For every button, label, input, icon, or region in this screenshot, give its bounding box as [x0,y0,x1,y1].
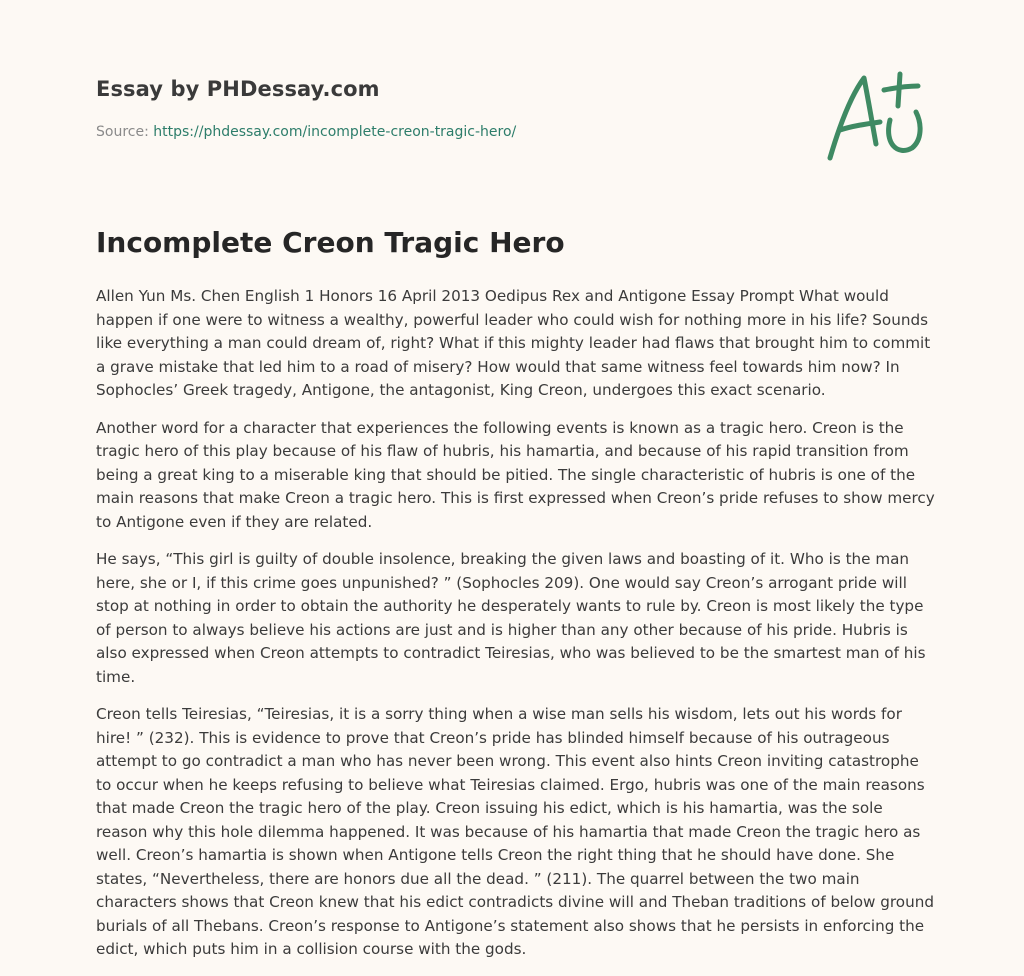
paragraph: He says, “This girl is guilty of double insolence, breaking the given laws and boasting of it. Who is the man here, she or I, if this crime goes unpunished? ” (Sophocles 209). One would say Creon’s arrogant pride will stop at nothing in order to obtain the authority he desperately wants to rule by. Creon is most likely the type of person to always believe his actions are just and is higher than any other because of his pride. Hubris is also expressed when Creon attempts to contradict Teiresias, who was believed to be the smartest man of his time. [96,550,926,686]
logo-a-stroke [830,78,876,158]
source-label: Source: [96,124,149,140]
logo-plus-horizontal [884,86,918,90]
article-body [96,285,936,976]
paragraph: Another word for a character that experiences the following events is known as a tragic hero. Creon is the tragic hero of this play because of his flaw of hubris, his hamartia, and because of his rapid transition from being a great king to a miserable king that should be pitied. The single characteristic of hubris is one of the main reasons that make Creon a tragic hero. This is first expressed when Creon’s pride refuses to show mercy to Antigone even if they are related. [96,418,935,531]
article-title: Incomplete Creon Tragic Hero [96,226,565,259]
paragraph: Creon tells Teiresias, “Teiresias, it is a sorry thing when a wise man sells his wisdom, lets out his words for hire! ” (232). This is evidence to prove that Creon’s pride has blinded himself because of his outrageous attempt to go contradict a man who has never been wrong. This event also hints Creon inviting catastrophe to occur when he keeps refusing to believe what Teiresias claimed. Ergo, hubris was one of the main reasons that made Creon the tragic hero of the play. Creon issuing his edict, which is his hamartia, was the sole reason why this hole dilemma happened. It was because of his hamartia that made Creon the tragic hero as well. Creon’s hamartia is shown when Antigone tells Creon the right thing that he should have done. She states, “Nevertheless, there are honors due all the dead. ” (211). The quarrel between the two main characters shows that Creon knew that his edict contradicts divine will and Theban traditions of below ground burials of all Thebans. Creon’s response to Antigone’s statement also shows that he persists in enforcing the edict, which puts him in a collision course with the gods. [96,705,934,958]
paragraph: Allen Yun Ms. Chen English 1 Honors 16 April 2013 Oedipus Rex and Antigone Essay Prompt What would happen if one were to witness a wealthy, powerful leader who could wish for nothing more in his life? Sounds like everything a man could dream of, right? What if this mighty leader had flaws that brought him to commit a grave mistake that led him to a road of misery? How would that same witness feel towards him now? In Sophocles’ Greek tragedy, Antigone, the antagonist, King Creon, undergoes this exact scenario. [96,287,931,399]
source-link[interactable]: https://phdessay.com/incomplete-creon-tragic-hero/ [153,124,517,140]
site-brand: Essay by PHDessay.com [96,77,380,101]
logo-smile [889,112,921,150]
a-plus-logo-icon [818,64,930,168]
source-line [96,124,516,140]
